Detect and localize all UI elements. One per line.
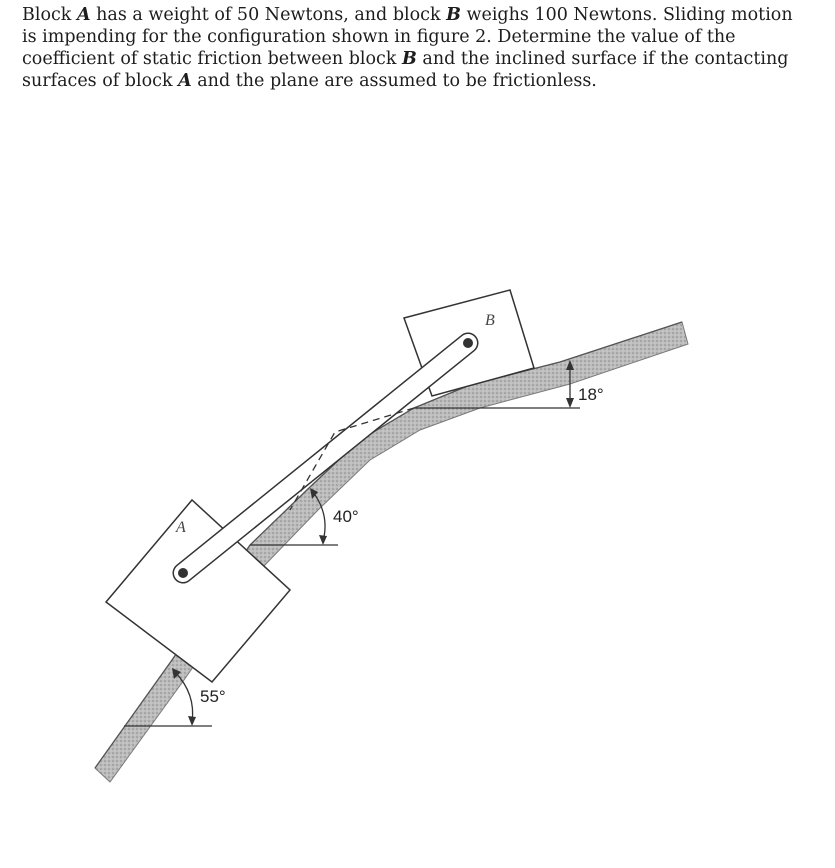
- block-a: [106, 500, 290, 682]
- pin-a: [178, 568, 188, 578]
- block-b-ref: B: [446, 5, 461, 25]
- block-b-label: B: [485, 312, 495, 329]
- angle-55-arrow-bottom: [188, 716, 196, 726]
- angle-18-arrow-down: [566, 398, 574, 408]
- pin-b: [463, 338, 473, 348]
- problem-line-3: coefficient of static friction between block B and the inclined surface if the contacting: [22, 49, 789, 69]
- angle-40-label: 40°: [333, 507, 359, 526]
- problem-line-2: is impending for the configuration shown in figure 2. Determine the value of the: [22, 27, 736, 47]
- problem-line-1: Block A has a weight of 50 Newtons, and block B weighs 100 Newtons. Sliding motion: [22, 5, 793, 25]
- block-b-ref: B: [402, 49, 417, 69]
- block-a-label: A: [176, 519, 186, 536]
- angle-40-arrow-bottom: [319, 535, 327, 545]
- block-a-ref: A: [76, 5, 91, 25]
- problem-line-4: surfaces of block A and the plane are assumed to be frictionless.: [22, 71, 597, 91]
- block-a-ref: A: [178, 71, 192, 91]
- angle-55-label: 55°: [200, 687, 226, 706]
- angle-18-label: 18°: [578, 385, 604, 404]
